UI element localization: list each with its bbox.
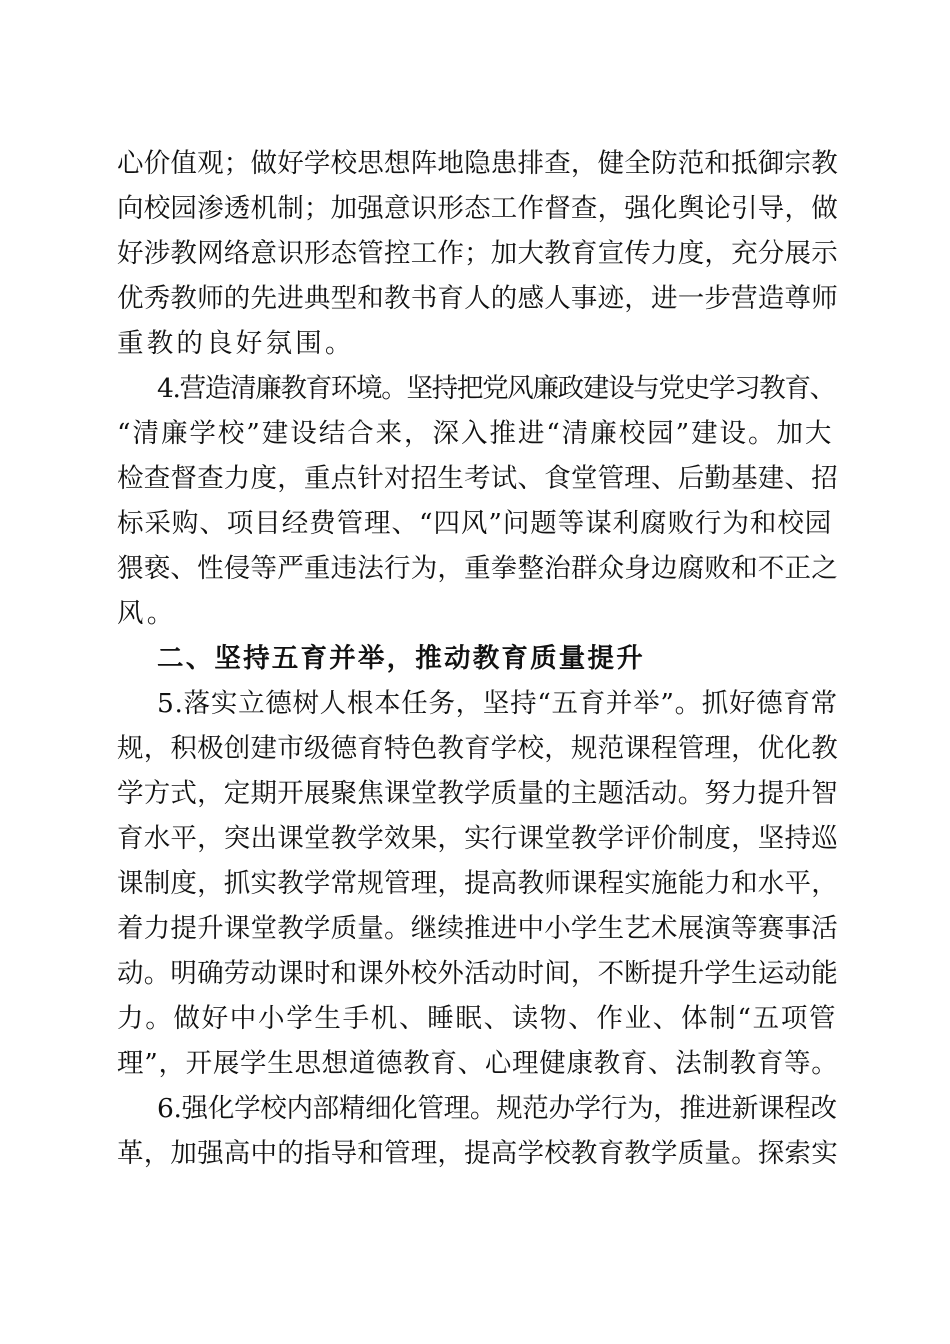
body-text-line: 课制度，抓实教学常规管理，提高教师课程实施能力和水平，: [117, 868, 838, 899]
paragraph-6-start: 6.强化学校内部精细化管理。规范办学行为，推进新课程改: [157, 1093, 837, 1124]
body-text-line: 检查督查力度，重点针对招生考试、食堂管理、后勤基建、招: [117, 463, 838, 494]
body-text-line: 规，积极创建市级德育特色教育学校，规范课程管理，优化教: [117, 733, 838, 764]
body-text-line: “清廉学校”建设结合来，深入推进“清廉校园”建设。加大: [117, 418, 834, 449]
body-text-line: 好涉教网络意识形态管控工作；加大教育宣传力度，充分展示: [117, 238, 838, 269]
paragraph-4-start: 4.营造清廉教育环境。坚持把党风廉政建设与党史学习教育、: [157, 373, 835, 404]
body-text-line: 育水平，突出课堂教学效果，实行课堂教学评价制度，坚持巡: [117, 823, 838, 854]
body-text-line: 着力提升课堂教学质量。继续推进中小学生艺术展演等赛事活: [117, 913, 838, 944]
body-text-line: 心价值观；做好学校思想阵地隐患排查，健全防范和抵御宗教: [117, 148, 838, 179]
body-text-line: 学方式，定期开展聚焦课堂教学质量的主题活动。努力提升智: [117, 778, 838, 809]
body-text-line: 革，加强高中的指导和管理，提高学校教育教学质量。探索实: [117, 1138, 838, 1169]
body-text-line: 猥亵、性侵等严重违法行为，重拳整治群众身边腐败和不正之: [117, 553, 838, 584]
body-text-line: 理”，开展学生思想道德教育、心理健康教育、法制教育等。: [117, 1048, 839, 1079]
body-text-line: 动。明确劳动课时和课外校外活动时间，不断提升学生运动能: [117, 958, 838, 989]
body-text-line: 力。做好中小学生手机、睡眠、读物、作业、体制“五项管: [117, 1003, 838, 1034]
body-text-line: 优秀教师的先进典型和教书育人的感人事迹，进一步营造尊师: [117, 283, 838, 314]
paragraph-5-start: 5.落实立德树人根本任务，坚持“五育并举”。抓好德育常: [157, 688, 838, 719]
body-text-line: 风。: [117, 598, 177, 629]
body-text-line: 重教的良好氛围。: [117, 328, 355, 359]
section-heading: 二、坚持五育并举，推动教育质量提升: [157, 643, 645, 674]
body-text-line: 向校园渗透机制；加强意识形态工作督查，强化舆论引导，做: [117, 193, 838, 224]
body-text-line: 标采购、项目经费管理、“四风”问题等谋利腐败行为和校园: [117, 508, 833, 539]
